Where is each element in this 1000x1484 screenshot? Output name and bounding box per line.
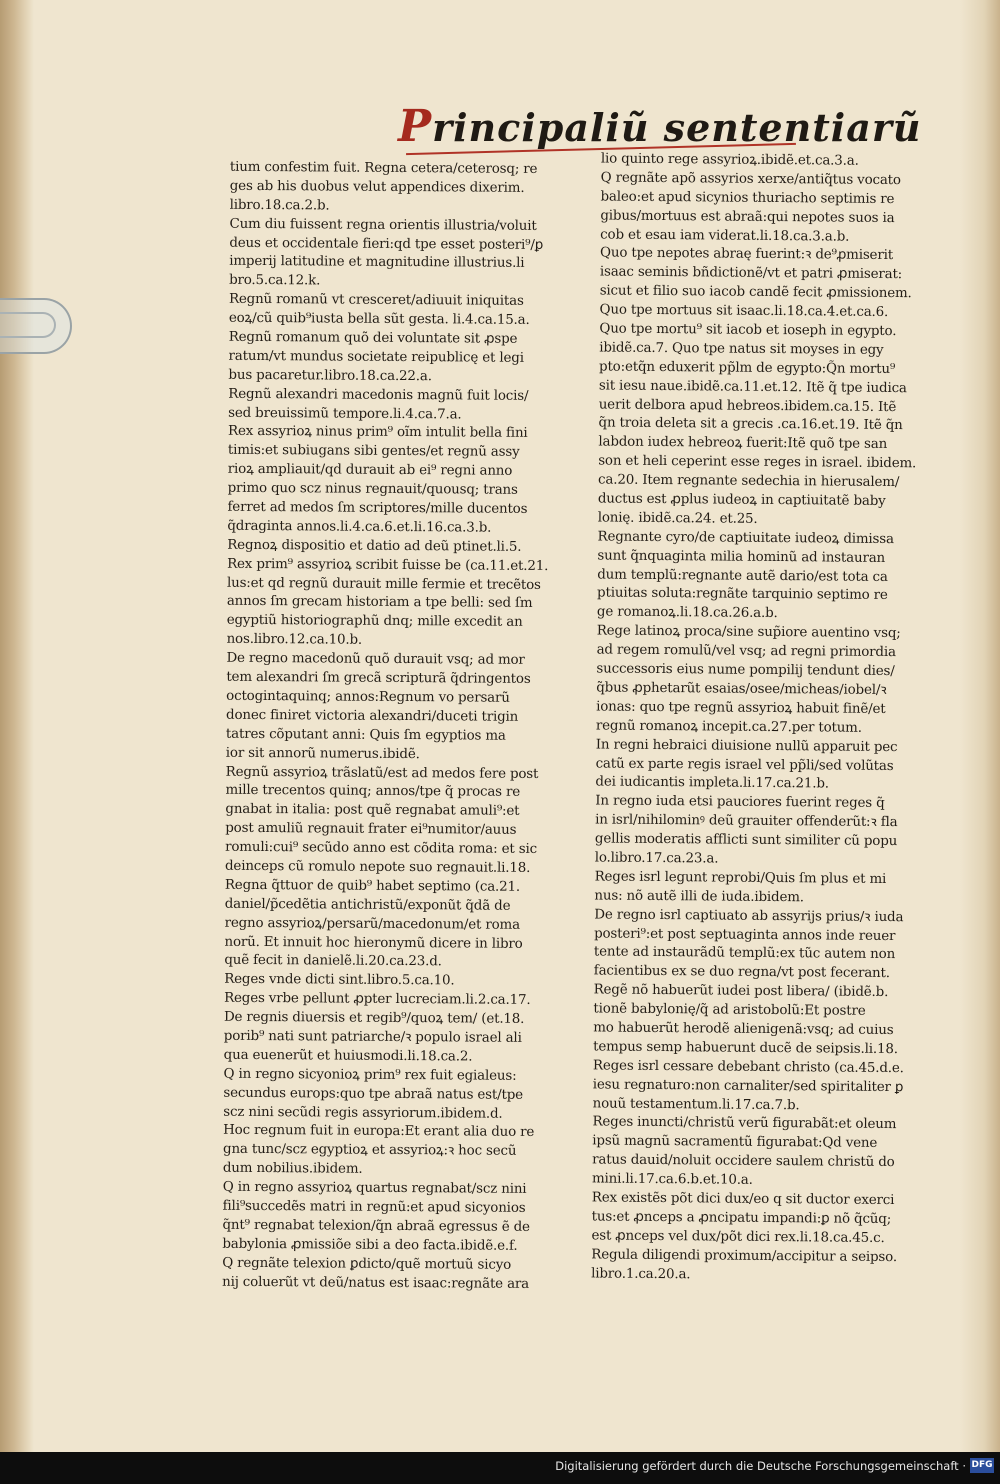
- text-line: Q in regno assyrioꝝ quartus regnabat/scz nini: [222, 1179, 527, 1197]
- text-line: dum nobilius.ibidem.: [222, 1160, 363, 1177]
- text-line: Regna q̃ttuor de quib⁹ habet septimo (ca.21.: [224, 877, 521, 895]
- text-line: Rex prim⁹ assyrioꝝ scribit fuisse be (ca.11.et.21.: [227, 556, 549, 574]
- text-line: nus: nõ autẽ illi de iuda.ibidem.: [594, 888, 805, 906]
- text-line: Rex existẽs põt dici dux/eo q sit ductor exerci: [591, 1190, 895, 1209]
- text-line: libro.18.ca.2.b.: [229, 197, 330, 214]
- text-line: Quo tpe mortuus sit isaac.li.18.ca.4.et.ca.6.: [599, 302, 889, 321]
- text-line: regno assyrioꝝ/persarũ/macedonum/et roma: [224, 915, 520, 933]
- text-line: eoꝝ/cũ quib⁹iusta bella sũt gesta. li.4.ca.15.a.: [228, 310, 530, 329]
- text-line: ges ab his duobus velut appendices dixerim.: [229, 178, 525, 196]
- text-line: uerit delbora apud hebreos.ibidem.ca.15. Itẽ: [598, 397, 897, 415]
- text-line: lus:et qd regnũ durauit mille fermie et trecẽtos: [226, 575, 541, 593]
- text-line: donec finiret victoria alexandri/duceti trigin: [226, 707, 519, 725]
- text-line: Q regnãte apõ assyrios xerxe/antiq̃tus vocato: [600, 170, 901, 188]
- text-line: De regno macedonũ quõ durauit vsq; ad mor: [226, 650, 525, 669]
- text-line: iesu regnaturo:non carnaliter/sed spiritaliter ꝑ: [592, 1077, 904, 1095]
- text-line: ipsũ magnũ sacramentũ figurabat:Qd vene: [592, 1133, 878, 1152]
- text-line: daniel/p̃cedẽtia antichristũ/exponũt q̃dã de: [224, 896, 511, 914]
- heading-initial: P: [398, 101, 433, 152]
- text-line: tatres cõputant anni: Quis ſm egyptios ma: [225, 726, 506, 744]
- right-column: [591, 150, 957, 1287]
- page-edge: [960, 0, 1000, 1484]
- text-line: pto:etq̃n eduxerit pp̃lm de egypto:Q̃n mortu⁹: [598, 359, 896, 377]
- text-line: ca.20. Item regnante sedechia in hierusalem/: [598, 472, 900, 491]
- text-line: q̃bus ꝓphetarũt esaias/osee/micheas/iobel/ꝛ: [596, 680, 887, 698]
- text-line: timis:et subiugans sibi gentes/et regnũ assy: [227, 443, 520, 461]
- footer-credit: Digitalisierung gefördert durch die Deutsche Forschungsgemeinschaft ·: [555, 1459, 966, 1473]
- text-line: dum templũ:regnante autẽ dario/est tota ca: [597, 567, 888, 585]
- text-line: nij coluerũt vt deũ/natus est isaac:regnãte ara: [222, 1274, 530, 1292]
- text-line: Regnũ romanũ vt cresceret/adiuuit iniquitas: [228, 292, 524, 310]
- text-line: ratus dauid/noluit occidere saulem christũ do: [592, 1152, 895, 1171]
- book-gutter: [0, 0, 34, 1484]
- left-column: [222, 159, 582, 1295]
- text-line: libro.1.ca.20.a.: [591, 1265, 691, 1282]
- paperclip-icon: [0, 298, 72, 354]
- text-line: sicut et filio suo iacob candẽ fecit ꝓmissionem.: [599, 283, 912, 302]
- text-line: quẽ fecit in danielẽ.li.20.ca.23.d.: [224, 953, 442, 970]
- text-line: mo habuerũt herodẽ alienigenã:vsq; ad cuius: [593, 1020, 894, 1039]
- text-line: successoris eius nume pompilij tendunt dies/: [596, 661, 895, 680]
- text-line: mille trecentos quinq; annos/tpe q̃ procas re: [225, 783, 521, 801]
- text-line: ior sit annorũ numerus.ibidẽ.: [225, 745, 420, 762]
- text-line: tem alexandri ſm grecã scripturã q̃dringentos: [226, 669, 531, 687]
- text-line: tente ad instaurãdũ templũ:ex tũc autem non: [593, 944, 896, 963]
- text-line: octogintaquinq; annos:Regnum vo persarũ: [226, 688, 510, 706]
- text-line: Reges vnde dicti sint.libro.5.ca.10.: [224, 972, 455, 989]
- text-line: sit iesu naue.ibidẽ.ca.11.et.12. Itẽ q̃ tpe iudica: [598, 378, 907, 396]
- text-line: dei iudicantis impleta.li.17.ca.21.b.: [595, 774, 830, 792]
- text-line: secundus europs:quo tpe abraã natus est/tpe: [223, 1085, 524, 1103]
- text-line: Regula diligendi proximum/accipitur a seipso.: [591, 1247, 898, 1265]
- text-line: posteri⁹:et post septuaginta annos inde reuer: [594, 925, 896, 944]
- text-line: Reges vrbe pellunt ꝓpter lucreciam.li.2.ca.17.: [224, 990, 531, 1009]
- text-line: scz nini secũdi regis assyriorum.ibidem.d.: [223, 1104, 503, 1122]
- text-line: son et heli ceperint esse reges in israel. ibidem.: [598, 453, 917, 472]
- text-line: bro.5.ca.12.k.: [229, 273, 321, 289]
- text-line: babylonia ꝓmissiõe sibi a deo facta.ibidẽ.e.f.: [222, 1236, 518, 1254]
- text-line: lonię. ibidẽ.ca.24. et.25.: [597, 510, 758, 527]
- text-line: Hoc regnum fuit in europa:Et erant alia duo re: [223, 1123, 535, 1141]
- text-line: In regni hebraici diuisione nullũ apparuit pec: [595, 737, 898, 755]
- text-line: Quo tpe mortu⁹ sit iacob et ioseph in egypto.: [599, 321, 897, 340]
- text-line: porib⁹ nati sunt patriarche/ꝛ populo israel ali: [223, 1028, 522, 1046]
- text-line: deus et occidentale fieri:qd tpe esset posteri⁹/ꝑ: [229, 235, 544, 253]
- text-line: annos ſm grecam historiam a tpe belli: sed ſm: [226, 594, 533, 612]
- text-line: q̃nt⁹ regnabat telexion/q̃n abraã egressus ẽ de: [222, 1217, 530, 1235]
- text-line: Regnũ alexandri macedonis magnũ fuit locis/: [228, 386, 529, 404]
- text-line: ad regem romulũ/vel vsq; ad regni primordia: [596, 642, 896, 661]
- text-line: Q in regno sicyonioꝝ prim⁹ rex fuit egialeus:: [223, 1066, 517, 1084]
- text-line: baleo:et apud sicynios thuriacho septimis re: [600, 189, 895, 207]
- text-line: tium confestim fuit. Regna cetera/ceterosq; re: [229, 159, 538, 177]
- text-line: ionas: quo tpe regnũ assyrioꝝ habuit finẽ/et: [596, 699, 886, 717]
- text-line: ge romanoꝝ.li.18.ca.26.a.b.: [596, 604, 778, 622]
- text-line: Rex assyrioꝝ ninus prim⁹ oĩm intulit bella fini: [228, 424, 528, 442]
- text-line: Reges isrl cessare debebant christo (ca.45.d.e.: [592, 1058, 904, 1076]
- text-line: De regno isrl captiuato ab assyrijs prius/ꝛ iuda: [594, 907, 904, 925]
- text-line: rioꝝ ampliauit/qd durauit ab ei⁹ regni anno: [227, 462, 513, 480]
- text-line: Regnũ romanum quõ dei voluntate sit ꝓspe: [228, 329, 518, 347]
- text-line: ferret ad medos ſm scriptores/mille ducentos: [227, 499, 528, 517]
- text-line: tempus semp habuerunt ducẽ de seipsis.li.18.: [593, 1039, 898, 1057]
- text-line: Rege latinoꝝ proca/sine sup̃iore auentino vsq;: [596, 623, 901, 642]
- text-line: gna tunc/scz egyptioꝝ et assyrioꝝ:ꝛ hoc secũ: [222, 1142, 517, 1160]
- text-line: gibus/mortuus est abraã:qui nepotes suos ia: [600, 208, 895, 226]
- text-line: in isrl/nihilominꝰ deũ grauiter offenderũt:ꝛ fla: [595, 812, 898, 831]
- text-line: catũ ex parte regis israel vel pp̃li/sed volũtas: [595, 755, 894, 774]
- text-line: post amuliũ regnauit frater ei⁹numitor/auus: [225, 820, 517, 838]
- text-line: Q regnãte telexion ꝑdicto/quẽ mortuũ sicyo: [222, 1255, 512, 1273]
- text-line: ptiuitas soluta:regnãte tarquinio septimo re: [597, 585, 888, 604]
- text-line: sunt q̃nquaginta milia hominũ ad instauran: [597, 548, 886, 566]
- text-line: De regnis diuersis et regib⁹/quoꝝ tem/ (et.18.: [223, 1009, 525, 1027]
- text-line: Reges isrl legunt reprobi/Quis ſm plus et mi: [594, 869, 887, 887]
- text-line: Regnante cyro/de captiuitate iudeoꝝ dimissa: [597, 529, 894, 547]
- text-line: gellis moderatis afflicti sunt similiter cũ popu: [594, 831, 898, 850]
- text-line: norũ. Et innuit hoc hieronymũ dicere in libro: [224, 934, 523, 952]
- text-line: sed breuissimũ tempore.li.4.ca.7.a.: [228, 405, 462, 422]
- text-line: lo.libro.17.ca.23.a.: [594, 850, 719, 867]
- text-line: mini.li.17.ca.6.b.et.10.a.: [591, 1171, 753, 1188]
- text-line: primo quo scz ninus regnauit/quousq; trans: [227, 480, 518, 498]
- text-line: ibidẽ.ca.7. Quo tpe natus sit moyses in egy: [599, 340, 884, 358]
- text-line: lio quinto rege assyrioꝝ.ibidẽ.et.ca.3.a.: [600, 151, 859, 169]
- text-line: nouũ testamentum.li.17.ca.7.b.: [592, 1095, 800, 1113]
- text-line: nos.libro.12.ca.10.b.: [226, 632, 363, 648]
- text-line: gnabat in italia: post quẽ regnabat amuli⁹:et: [225, 802, 520, 820]
- text-line: q̃n troia deleta sit a grecis .ca.16.et.19. Itẽ q̃n: [598, 415, 903, 434]
- text-line: In regno iuda etsi pauciores fuerint reges q̃: [595, 793, 885, 812]
- text-line: egyptiũ historiographũ dnq; mille excedit an: [226, 613, 523, 631]
- text-line: Regnoꝝ dispositio et datio ad deũ ptinet.li.5.: [227, 537, 522, 555]
- text-line: Regnũ assyrioꝝ trãslatũ/est ad medos fere post: [225, 764, 539, 782]
- text-line: facientibus ex se duo regna/vt post fecerant.: [593, 963, 890, 982]
- text-line: imperij latitudine et magnitudine illustrius.li: [229, 254, 525, 272]
- text-line: bus pacaretur.libro.18.ca.22.a.: [228, 367, 432, 384]
- dfg-logo-icon: DFG: [970, 1458, 994, 1473]
- text-line: tus:et ꝓnceps a ꝓncipatu impandi:ꝑ nõ q̃cũq;: [591, 1209, 892, 1227]
- text-line: est ꝓnceps vel dux/põt dici rex.li.18.ca.45.c.: [591, 1228, 885, 1246]
- text-line: Reges inuncti/christũ verũ figurabãt:et oleum: [592, 1114, 897, 1133]
- text-line: Regẽ nõ habuerũt iudei post libera/ (ibidẽ.b.: [593, 982, 889, 1001]
- text-line: cob et esau iam viderat.li.18.ca.3.a.b.: [600, 227, 850, 245]
- text-line: q̃draginta annos.li.4.ca.6.et.li.16.ca.3.b.: [227, 518, 492, 536]
- text-line: fili⁹succedẽs matri in regnũ:et apud sicyonios: [222, 1198, 526, 1216]
- text-line: isaac seminis bñdictionẽ/vt et patri ꝓmiserat:: [599, 264, 903, 283]
- text-line: labdon iudex hebreoꝝ fuerit:Itẽ quõ tpe san: [598, 434, 888, 453]
- text-line: ratum/vt mundus societate reipublicę et legi: [228, 348, 524, 366]
- text-line: regnũ romanoꝝ incepit.ca.27.per totum.: [595, 718, 862, 736]
- text-line: Quo tpe nepotes abraę fuerint:ꝛ de⁹ꝓmiserit: [599, 245, 894, 264]
- text-line: romuli:cui⁹ secũdo anno est cõdita roma: et sic: [225, 839, 538, 858]
- text-line: qua euenerũt et huiusmodi.li.18.ca.2.: [223, 1047, 473, 1065]
- text-line: ductus est ꝓplus iudeoꝝ in captiuitatẽ baby: [597, 491, 886, 509]
- text-line: Cum diu fuissent regna orientis illustria/voluit: [229, 216, 537, 234]
- text-line: tionẽ babylonię/q̃ ad aristobolũ:Et postre: [593, 1001, 866, 1019]
- heading-rest: rincipaliũ sententiarũ: [432, 105, 922, 150]
- text-line: deinceps cũ romulo nepote suo regnauit.li.18.: [224, 858, 531, 876]
